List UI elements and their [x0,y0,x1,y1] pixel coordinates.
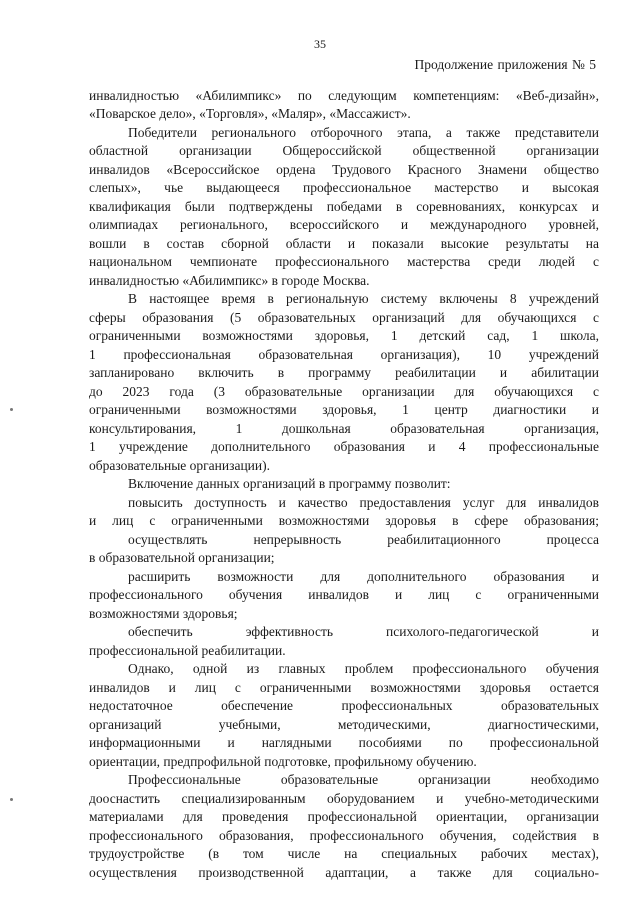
text-line: консультирования, 1 дошкольная образовательная организация, [89,421,599,436]
text-line: инвалидностью «Абилимпикс» в городе Москва. [89,273,370,288]
text-line: и лиц с ограниченными возможностями здоровья в сфере образования; [89,513,599,528]
text-line: возможностями здоровья; [89,606,238,621]
text-line: в образовательной организации; [89,550,275,565]
text-line: Включение данных организаций в программу позволит: [128,476,451,491]
text-line: осуществления производственной адаптации, а также для социально- [89,865,599,880]
text-line: Профессиональные образовательные организации необходимо [128,772,599,787]
text-line: 1 учреждение дополнительного образования и 4 профессиональные [89,439,599,454]
text-line: квалификация были подтверждены победами в соревнованиях, конкурсах и [89,199,599,214]
text-line: инвалидов и лиц с ограниченными возможностями здоровья остается [89,680,599,695]
text-line: инвалидностью «Абилимпикс» по следующим компетенциям: «Веб-дизайн», [89,88,599,103]
text-line: повысить доступность и качество предоставления услуг для инвалидов [128,495,599,510]
text-line: национальном чемпионате профессионального мастерства среди людей с [89,254,599,269]
text-line: профессиональной реабилитации. [89,643,286,658]
scan-mark [10,408,13,411]
text-line: недостаточное обеспечение профессиональных образовательных [89,698,599,713]
text-line: материалами для проведения профессиональной ориентации, организации [89,809,599,824]
text-line: инвалидов «Всероссийское ордена Трудового Красного Знамени общество [89,162,599,177]
text-line: областной организации Общероссийской общественной организации [89,143,599,158]
text-line: «Поварское дело», «Торговля», «Маляр», «Массажист». [89,106,411,121]
text-line: ограниченными возможностями здоровья, 1 детский сад, 1 школа, [89,328,599,343]
text-line: дооснастить специализированным оборудованием и учебно-методическими [89,791,599,806]
scan-mark [10,798,13,801]
text-line: вошли в состав сборной области и показали высокие результаты на [89,236,599,251]
text-line: трудоустройстве (в том числе на специальных рабочих местах), [89,846,599,861]
text-line: Победители регионального отборочного этапа, а также представители [128,125,599,140]
text-line: олимпиадах регионального, всероссийского и международного уровней, [89,217,599,232]
text-line: профессионального образования, профессионального обучения, содействия в [89,828,599,843]
text-line: Однако, одной из главных проблем профессионального обучения [128,661,599,676]
text-line: расширить возможности для дополнительного образования и [128,569,599,584]
text-line: В настоящее время в региональную систему включены 8 учреждений [128,291,599,306]
appendix-header: Продолжение приложения № 5 [414,57,596,72]
text-line: до 2023 года (3 образовательные организации для обучающихся с [89,384,599,399]
text-line: информационными и наглядными пособиями по профессиональной [89,735,599,750]
text-line: обеспечить эффективность психолого-педагогической и [128,624,599,639]
text-line: осуществлять непрерывность реабилитационного процесса [128,532,599,547]
text-line: сферы образования (5 образовательных организаций для обучающихся с [89,310,599,325]
page-number: 35 [314,37,326,51]
text-line: ориентации, предпрофильной подготовке, профильному обучению. [89,754,477,769]
text-line: профессионального обучения инвалидов и лиц с ограниченными [89,587,599,602]
text-line: слепых», чье выдающееся профессиональное мастерство и высокая [89,180,599,195]
text-line: организаций учебными, методическими, диагностическими, [89,717,599,732]
text-line: запланировано включить в программу реабилитации и абилитации [89,365,599,380]
text-line: ограниченными возможностями здоровья, 1 центр диагностики и [89,402,599,417]
text-line: образовательные организации). [89,458,270,473]
text-line: 1 профессиональная образовательная организация), 10 учреждений [89,347,599,362]
